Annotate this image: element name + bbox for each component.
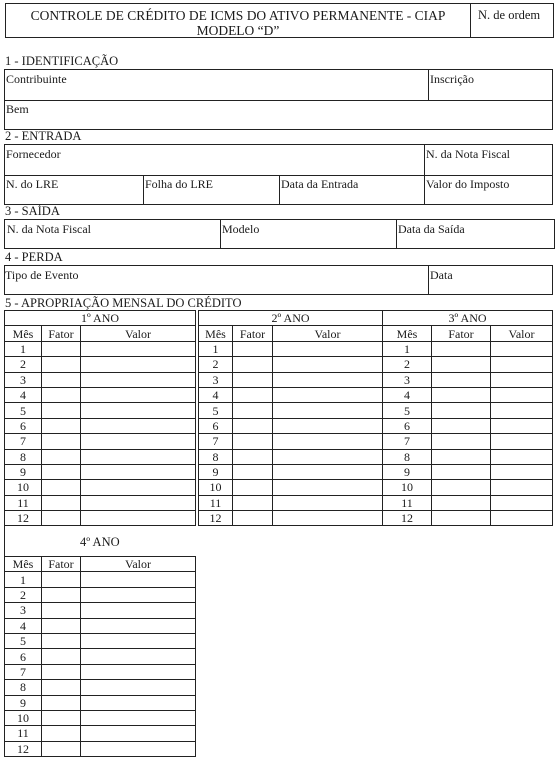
year-table-1 — [4, 310, 196, 526]
valor-cell[interactable] — [273, 387, 383, 402]
entrada-nota-fiscal-field[interactable]: N. da Nota Fiscal — [426, 147, 510, 161]
table-row — [5, 710, 196, 725]
table-row — [5, 511, 196, 526]
fator-cell[interactable] — [42, 341, 81, 356]
table-row — [383, 357, 553, 372]
valor-cell[interactable] — [273, 480, 383, 495]
table-row — [383, 387, 553, 402]
month-number: 8 — [5, 449, 42, 464]
fator-cell[interactable] — [233, 480, 273, 495]
month-number: 7 — [199, 434, 233, 449]
fator-cell[interactable] — [233, 464, 273, 479]
month-number: 1 — [5, 572, 42, 587]
fator-cell[interactable] — [233, 387, 273, 402]
fator-cell[interactable] — [42, 403, 81, 418]
fator-cell[interactable] — [432, 418, 491, 433]
valor-cell[interactable] — [273, 357, 383, 372]
valor-cell[interactable] — [491, 511, 553, 526]
table-row — [199, 387, 383, 402]
section-entrada-title: 2 - ENTRADA — [5, 129, 82, 143]
fator-cell[interactable] — [432, 357, 491, 372]
month-number: 9 — [5, 464, 42, 479]
column-header-valor: Valor — [81, 557, 196, 572]
table-row — [5, 587, 196, 602]
table-row — [5, 664, 196, 679]
divider — [424, 145, 425, 204]
valor-cell[interactable] — [81, 418, 196, 433]
valor-cell[interactable] — [81, 357, 196, 372]
column-header-fator: Fator — [233, 326, 273, 341]
fator-cell[interactable] — [233, 511, 273, 526]
table-row — [5, 633, 196, 648]
valor-cell[interactable] — [491, 403, 553, 418]
fator-cell[interactable] — [42, 741, 81, 756]
column-header-fator: Fator — [432, 326, 491, 341]
month-number: 8 — [383, 449, 432, 464]
valor-cell[interactable] — [81, 387, 196, 402]
month-number: 6 — [5, 418, 42, 433]
table-row — [199, 418, 383, 433]
valor-imposto-field[interactable]: Valor do Imposto — [426, 177, 510, 191]
table-row — [5, 741, 196, 756]
month-number: 6 — [5, 649, 42, 664]
table-row — [199, 480, 383, 495]
divider — [220, 220, 221, 248]
month-number: 11 — [383, 495, 432, 510]
month-number: 12 — [5, 511, 42, 526]
table-row — [199, 511, 383, 526]
fator-cell[interactable] — [42, 587, 81, 602]
perda-data-field[interactable]: Data — [430, 268, 453, 282]
ordem-field-label[interactable]: N. de ordem — [478, 8, 541, 22]
table-row — [5, 387, 196, 402]
fator-cell[interactable] — [233, 341, 273, 356]
table-row — [383, 511, 553, 526]
valor-cell[interactable] — [81, 680, 196, 695]
table-row — [199, 449, 383, 464]
fator-cell[interactable] — [233, 449, 273, 464]
month-number: 11 — [5, 726, 42, 741]
table-row — [199, 495, 383, 510]
fator-cell[interactable] — [42, 633, 81, 648]
valor-cell[interactable] — [81, 664, 196, 679]
header-divider — [470, 4, 471, 37]
table-row — [199, 403, 383, 418]
month-number: 12 — [5, 741, 42, 756]
month-number: 10 — [383, 480, 432, 495]
valor-cell[interactable] — [491, 341, 553, 356]
table-row — [5, 572, 196, 587]
fornecedor-field[interactable]: Fornecedor — [6, 147, 61, 161]
month-number: 2 — [199, 357, 233, 372]
form-header — [5, 3, 554, 38]
year-heading: 4º ANO — [80, 535, 120, 549]
fator-cell[interactable] — [432, 403, 491, 418]
fator-cell[interactable] — [233, 434, 273, 449]
valor-cell[interactable] — [81, 403, 196, 418]
month-number: 10 — [5, 710, 42, 725]
month-number: 12 — [383, 511, 432, 526]
month-number: 5 — [199, 403, 233, 418]
valor-cell[interactable] — [81, 587, 196, 602]
column-header-mes: Mês — [383, 326, 432, 341]
fator-cell[interactable] — [42, 449, 81, 464]
month-number: 3 — [199, 372, 233, 387]
fator-cell[interactable] — [233, 495, 273, 510]
column-header-fator: Fator — [42, 326, 81, 341]
month-number: 7 — [5, 664, 42, 679]
fator-cell[interactable] — [42, 695, 81, 710]
valor-cell[interactable] — [81, 449, 196, 464]
divider — [428, 266, 429, 294]
divider — [143, 175, 144, 205]
month-number: 3 — [383, 372, 432, 387]
valor-cell[interactable] — [81, 618, 196, 633]
table-row — [5, 680, 196, 695]
inscricao-field[interactable]: Inscrição — [430, 72, 474, 86]
fator-cell[interactable] — [432, 449, 491, 464]
fator-cell[interactable] — [432, 434, 491, 449]
table-row — [5, 603, 196, 618]
fator-cell[interactable] — [42, 495, 81, 510]
column-header-valor: Valor — [491, 326, 553, 341]
fator-cell[interactable] — [233, 372, 273, 387]
table-row — [5, 495, 196, 510]
fator-cell[interactable] — [42, 387, 81, 402]
table-row — [5, 341, 196, 356]
table-row — [199, 357, 383, 372]
fator-cell[interactable] — [42, 434, 81, 449]
valor-cell[interactable] — [81, 695, 196, 710]
year-table-4 — [4, 556, 196, 757]
valor-cell[interactable] — [273, 341, 383, 356]
table-row — [383, 372, 553, 387]
valor-cell[interactable] — [81, 372, 196, 387]
section-saida-title: 3 - SAÍDA — [5, 204, 60, 218]
column-header-valor: Valor — [81, 326, 196, 341]
fator-cell[interactable] — [432, 464, 491, 479]
year-table-3 — [382, 310, 553, 526]
data-saida-field[interactable]: Data da Saída — [398, 222, 465, 236]
fator-cell[interactable] — [432, 341, 491, 356]
month-number: 5 — [383, 403, 432, 418]
valor-cell[interactable] — [81, 511, 196, 526]
month-number: 1 — [5, 341, 42, 356]
fator-cell[interactable] — [42, 464, 81, 479]
fator-cell[interactable] — [42, 480, 81, 495]
valor-cell[interactable] — [81, 649, 196, 664]
month-number: 8 — [5, 680, 42, 695]
month-number: 8 — [199, 449, 233, 464]
table-row — [199, 341, 383, 356]
month-number: 5 — [5, 633, 42, 648]
divider — [4, 526, 5, 556]
valor-cell[interactable] — [81, 726, 196, 741]
fator-cell[interactable] — [42, 372, 81, 387]
table-row — [5, 449, 196, 464]
divider — [279, 175, 280, 205]
month-number: 4 — [383, 387, 432, 402]
valor-cell[interactable] — [273, 403, 383, 418]
valor-cell[interactable] — [491, 372, 553, 387]
valor-cell[interactable] — [491, 449, 553, 464]
valor-cell[interactable] — [273, 495, 383, 510]
table-row — [5, 649, 196, 664]
valor-cell[interactable] — [273, 464, 383, 479]
fator-cell[interactable] — [432, 511, 491, 526]
table-row — [5, 464, 196, 479]
valor-cell[interactable] — [81, 633, 196, 648]
month-number: 4 — [5, 387, 42, 402]
table-row — [199, 434, 383, 449]
bem-field[interactable]: Bem — [6, 102, 29, 116]
tipo-evento-field[interactable]: Tipo de Evento — [5, 268, 79, 282]
table-row — [383, 480, 553, 495]
month-number: 4 — [199, 387, 233, 402]
month-number: 3 — [5, 372, 42, 387]
month-number: 6 — [383, 418, 432, 433]
fator-cell[interactable] — [42, 357, 81, 372]
month-number: 1 — [199, 341, 233, 356]
month-number: 5 — [5, 403, 42, 418]
n-lre-field[interactable]: N. do LRE — [6, 177, 59, 191]
month-number: 4 — [5, 618, 42, 633]
month-number: 2 — [5, 357, 42, 372]
fator-cell[interactable] — [42, 649, 81, 664]
fator-cell[interactable] — [233, 418, 273, 433]
valor-cell[interactable] — [81, 341, 196, 356]
table-row — [5, 480, 196, 495]
table-row — [5, 695, 196, 710]
month-number: 9 — [5, 695, 42, 710]
section-identificacao-title: 1 - IDENTIFICAÇÃO — [5, 54, 119, 68]
table-row — [5, 726, 196, 741]
table-row — [383, 434, 553, 449]
divider — [396, 220, 397, 248]
section-perda-title: 4 - PERDA — [5, 250, 63, 264]
table-row — [5, 618, 196, 633]
valor-cell[interactable] — [491, 387, 553, 402]
identificacao-box — [4, 69, 553, 130]
year-heading: 3º ANO — [383, 311, 553, 326]
month-number: 1 — [383, 341, 432, 356]
form-title: CONTROLE DE CRÉDITO DE ICMS DO ATIVO PERMANENTE - CIAP — [30, 8, 446, 23]
valor-cell[interactable] — [491, 418, 553, 433]
valor-cell[interactable] — [491, 357, 553, 372]
column-header-mes: Mês — [5, 557, 42, 572]
year-heading: 2º ANO — [199, 311, 383, 326]
perda-box — [4, 265, 553, 295]
form-subtitle: MODELO “D” — [196, 23, 280, 38]
valor-cell[interactable] — [491, 480, 553, 495]
valor-cell[interactable] — [81, 603, 196, 618]
valor-cell[interactable] — [273, 449, 383, 464]
fator-cell[interactable] — [42, 618, 81, 633]
fator-cell[interactable] — [233, 357, 273, 372]
month-number: 3 — [5, 603, 42, 618]
table-row — [383, 495, 553, 510]
fator-cell[interactable] — [42, 511, 81, 526]
fator-cell[interactable] — [432, 495, 491, 510]
divider — [428, 70, 429, 100]
month-number: 9 — [199, 464, 233, 479]
valor-cell[interactable] — [81, 572, 196, 587]
column-header-mes: Mês — [199, 326, 233, 341]
valor-cell[interactable] — [81, 741, 196, 756]
folha-lre-field[interactable]: Folha do LRE — [145, 177, 213, 191]
saida-nota-fiscal-field[interactable]: N. da Nota Fiscal — [7, 222, 91, 236]
month-number: 6 — [199, 418, 233, 433]
table-row — [383, 449, 553, 464]
valor-cell[interactable] — [491, 434, 553, 449]
table-row — [199, 372, 383, 387]
month-number: 11 — [199, 495, 233, 510]
valor-cell[interactable] — [491, 495, 553, 510]
month-number: 9 — [383, 464, 432, 479]
valor-cell[interactable] — [81, 495, 196, 510]
fator-cell[interactable] — [432, 480, 491, 495]
valor-cell[interactable] — [273, 511, 383, 526]
contribuinte-field[interactable]: Contribuinte — [6, 72, 67, 86]
month-number: 10 — [199, 480, 233, 495]
column-header-valor: Valor — [273, 326, 383, 341]
valor-cell[interactable] — [81, 480, 196, 495]
fator-cell[interactable] — [432, 372, 491, 387]
fator-cell[interactable] — [42, 710, 81, 725]
table-row — [5, 403, 196, 418]
month-number: 7 — [383, 434, 432, 449]
fator-cell[interactable] — [233, 403, 273, 418]
data-entrada-field[interactable]: Data da Entrada — [281, 177, 359, 191]
table-row — [383, 341, 553, 356]
valor-cell[interactable] — [273, 434, 383, 449]
table-row — [383, 464, 553, 479]
year-heading: 1º ANO — [5, 311, 196, 326]
month-number: 2 — [5, 587, 42, 602]
valor-cell[interactable] — [81, 464, 196, 479]
fator-cell[interactable] — [42, 603, 81, 618]
table-row — [5, 372, 196, 387]
table-row — [383, 418, 553, 433]
fator-cell[interactable] — [42, 726, 81, 741]
modelo-field[interactable]: Modelo — [222, 222, 260, 236]
fator-cell[interactable] — [42, 572, 81, 587]
month-number: 11 — [5, 495, 42, 510]
valor-cell[interactable] — [491, 464, 553, 479]
fator-cell[interactable] — [432, 387, 491, 402]
valor-cell[interactable] — [273, 418, 383, 433]
year-table-2 — [198, 310, 383, 526]
month-number: 10 — [5, 480, 42, 495]
valor-cell[interactable] — [81, 710, 196, 725]
fator-cell[interactable] — [42, 680, 81, 695]
table-row — [5, 434, 196, 449]
fator-cell[interactable] — [42, 418, 81, 433]
month-number: 2 — [383, 357, 432, 372]
month-number: 12 — [199, 511, 233, 526]
valor-cell[interactable] — [81, 434, 196, 449]
section-apropriacao-title: 5 - APROPRIAÇÃO MENSAL DO CRÉDITO — [5, 296, 242, 310]
divider — [5, 100, 552, 101]
fator-cell[interactable] — [42, 664, 81, 679]
table-row — [5, 418, 196, 433]
table-row — [5, 357, 196, 372]
saida-box — [4, 219, 555, 249]
column-header-fator: Fator — [42, 557, 81, 572]
month-number: 7 — [5, 434, 42, 449]
entrada-box — [4, 144, 553, 205]
column-header-mes: Mês — [5, 326, 42, 341]
valor-cell[interactable] — [273, 372, 383, 387]
table-row — [383, 403, 553, 418]
table-row — [199, 464, 383, 479]
